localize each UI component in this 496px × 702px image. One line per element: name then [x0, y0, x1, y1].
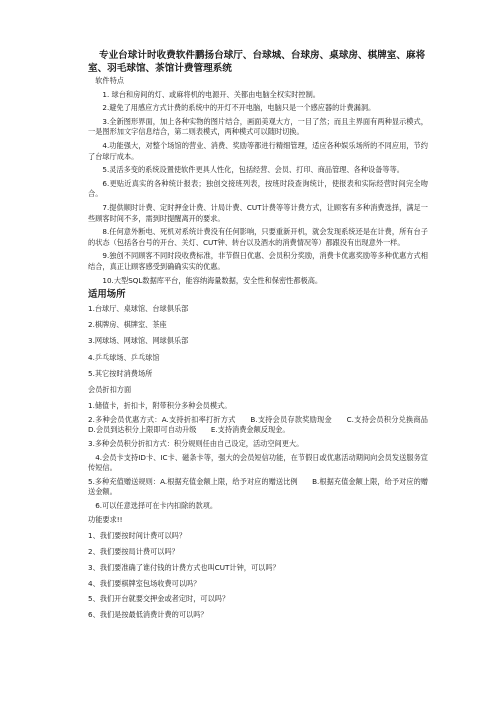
feature-item: 4.功能强大，对整个场馆的营业、消费、奖励等都进行精细管理，适应各种娱乐场所的不同应用，节约了台球厅成本。 [88, 140, 428, 161]
requirement-item: 6、我们是按最低消费计费的可以吗？ [88, 610, 208, 620]
venue-item: 3.网球场、网球馆、网球俱乐部 [88, 336, 189, 346]
venue-item: 1.台球厅、桌球馆、台球俱乐部 [88, 304, 189, 314]
venue-item: 5.其它按时消费场所 [88, 368, 153, 378]
discount-item: 6.可以任意选择可在卡内扣除的款项。 [95, 500, 218, 510]
requirement-item: 1、我们要按时间计费可以吗？ [88, 530, 187, 540]
feature-item: 1. 球台和房间的灯、或麻将机的电源开、关都由电脑全权实时控制。 [102, 89, 320, 99]
document-page [88, 50, 443, 626]
feature-item: 2.避免了用感应方式计费的系统中的开灯不开电脑，电脑只是一个感应器的计费漏洞。 [102, 103, 376, 113]
requirement-item: 4、我们要棋牌室包场收费可以吗？ [88, 578, 201, 588]
venue-item: 4.乒乓球场、乒乓球馆 [88, 352, 160, 362]
features-heading: 软件特点 [95, 76, 124, 85]
requirement-item: 2、我们要按局计费可以吗？ [88, 546, 179, 556]
discount-item: 5.多种充值赠送规则：A.根据充值金额上限，给予对应的赠送比例 B.根据充值金额上限，给予对应的赠送金额。 [88, 476, 428, 497]
discount-item: 1.储值卡，折扣卡，附带积分多种会员模式。 [88, 401, 232, 411]
feature-item: 7.提供顺时计费、定时押金计费、计局计费、CUT计费等等计费方式，让顾客有多种消费选择，满足一些顾客时间不多，需到时提醒离开的要求。 [88, 202, 428, 223]
requirements-heading: 功能要求!! [88, 514, 123, 524]
requirement-item: 3、我们要准确了谁付钱的计费方式也叫CUT计钟，可以吗？ [88, 562, 280, 572]
feature-item: 8.任何意外断电、死机对系统计费没有任何影响，只要重新开机，就会发现系统还是在计费，所有台子的状态（包括各台号的开台、关灯、CUT钟、转台以及酒水的消费情况等）都跟没有出现意外一样。 [88, 227, 428, 247]
feature-item: 3.全新图形界面，加上各种实物的图片结合，画面美观大方，一目了然；而且主界面有两种显示模式，一是图形加文字信息结合，第二则表模式，两种模式可以随时切换。 [88, 116, 428, 137]
feature-item: 6.更贴近真实的各种统计报表；独创交接班列表，按班时段查询统计，使报表和实际经营时间完全吻合。 [88, 178, 428, 199]
discount-item: 3.多种会员积分折扣方式：积分规则任由自己设定，活动空间更大。 [88, 439, 304, 448]
venue-item: 2.棋牌房、棋牌室、茶座 [88, 320, 167, 330]
discount-item: 4.会员卡支持ID卡、IC卡、磁条卡等，强大的会员短信功能，在节假日或优惠活动期间向会员发送服务宣传短信。 [88, 452, 428, 473]
feature-item: 9.独创不同顾客不同时段收费标准，非节假日优惠、会员积分奖励，消费卡优惠奖励等多种优惠方式相结合，真正让顾客感受到确确实实的优惠。 [88, 251, 428, 271]
requirement-item: 5、我们开台就要交押金或者定时，可以吗？ [88, 594, 230, 604]
page-title: 专业台球计时收费软件鹏扬台球厅、台球城、台球房、桌球房、棋牌室、麻将室、羽毛球馆、茶馆计费管理系统 [88, 50, 426, 74]
venues-heading: 适用场所 [88, 289, 126, 301]
feature-item: 10.大型SQL数据库平台，能容纳海量数据，安全性和保密性都极高。 [102, 275, 323, 285]
discount-item: 2.多种会员优惠方式：A.支持折扣率打折方式 B.支持会员存款奖励现金 C.支持会员积分兑换商品 D.会员到达积分上限即可自动升级 E.支持消费金额反现金。 [88, 414, 443, 435]
discount-heading: 会员折扣方面 [88, 385, 132, 395]
feature-item: 5.灵活多变的系统设置使软件更具人性化，包括经营、会员、打印、商品管理、各种设备等等。 [102, 165, 404, 175]
